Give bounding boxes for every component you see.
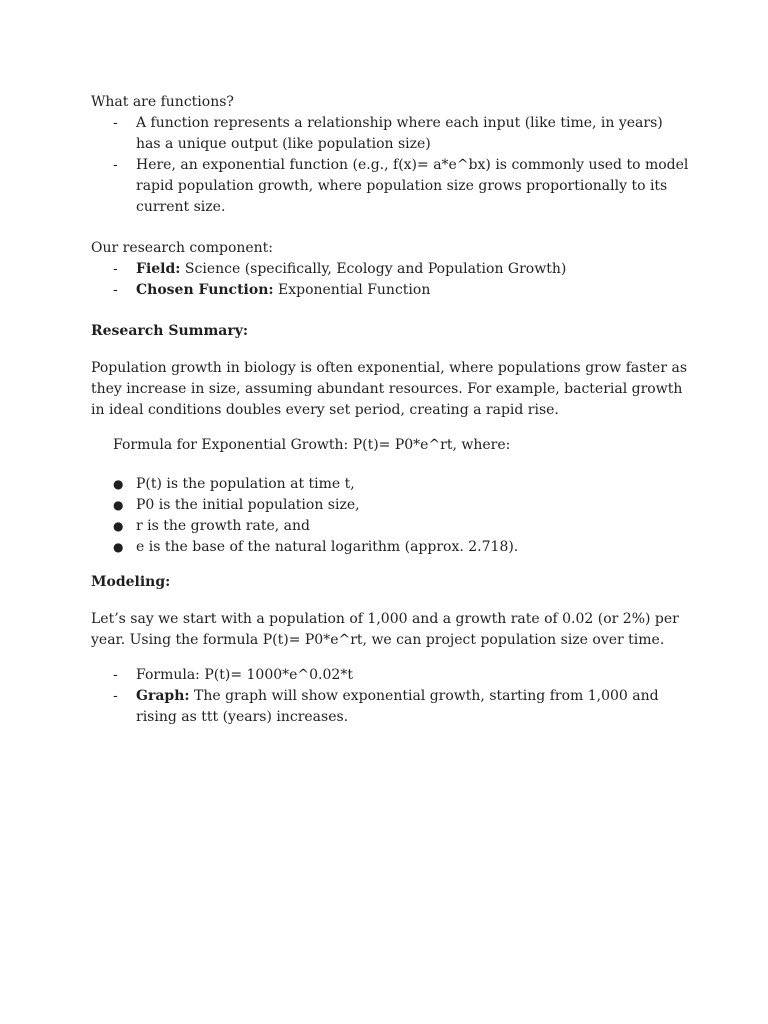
- list-item: [91, 537, 691, 558]
- bullet-marker: ●: [113, 519, 124, 533]
- formula-list: [91, 474, 691, 558]
- functions-list: [91, 113, 691, 218]
- list-item: [91, 113, 691, 155]
- function-label: Chosen Function:: [136, 282, 274, 298]
- summary-paragraph: Population growth in biology is often exponential, where populations grow faster as they increase in size, assuming abundant resources. For example, bacterial growth in ideal conditions doubles every set period, creating a rapid rise.: [91, 360, 688, 418]
- list-item: [91, 495, 691, 516]
- list-item: [91, 516, 691, 537]
- bullet-marker: ●: [113, 477, 124, 491]
- dash-marker: -: [113, 688, 118, 704]
- modeling-formula: Formula: P(t)= 1000*e^0.02*t: [136, 667, 353, 683]
- bullet-marker: ●: [113, 498, 124, 512]
- modeling-heading: [91, 572, 691, 593]
- modeling-paragraph: Let’s say we start with a population of 1,000 and a growth rate of 0.02 (or 2%) per year. Using the formula P(t)= P0*e^rt, we can project population size over time.: [91, 611, 679, 648]
- list-item-text: r is the growth rate, and: [136, 518, 310, 534]
- bullet-marker: ●: [113, 540, 124, 554]
- graph-value: The graph will show exponential growth, starting from 1,000 and rising as ttt (years) increases.: [136, 688, 659, 725]
- dash-marker: -: [113, 157, 118, 173]
- list-item-text: P(t) is the population at time t,: [136, 476, 355, 492]
- formula-intro: Formula for Exponential Growth: P(t)= P0*e^rt, where:: [113, 437, 511, 453]
- list-item: [91, 259, 691, 280]
- summary-heading-text: Research Summary:: [91, 323, 249, 339]
- modeling-list: [91, 665, 691, 728]
- document-page: [91, 92, 691, 728]
- list-item: [91, 155, 691, 218]
- list-item: [91, 665, 691, 686]
- dash-marker: -: [113, 261, 118, 277]
- dash-marker: -: [113, 282, 118, 298]
- list-item: [91, 280, 691, 301]
- list-item: [91, 686, 691, 728]
- field-label: Field:: [136, 261, 181, 277]
- list-item-text: P0 is the initial population size,: [136, 497, 360, 513]
- research-heading: Our research component:: [91, 240, 274, 256]
- list-item-text: Here, an exponential function (e.g., f(x)= a*e^bx) is commonly used to model rapid population growth, where population size grows proportionally to its current size.: [136, 157, 689, 215]
- modeling-heading-text: Modeling:: [91, 574, 171, 590]
- research-list: [91, 259, 691, 301]
- field-value: Science (specifically, Ecology and Population Growth): [180, 261, 567, 277]
- dash-marker: -: [113, 115, 118, 131]
- dash-marker: -: [113, 667, 118, 683]
- functions-heading: What are functions?: [91, 94, 234, 110]
- list-item-text: e is the base of the natural logarithm (approx. 2.718).: [136, 539, 519, 555]
- graph-label: Graph:: [136, 688, 190, 704]
- list-item-text: A function represents a relationship where each input (like time, in years) has a unique output (like population size): [136, 115, 663, 152]
- summary-heading: [91, 321, 691, 342]
- function-value: Exponential Function: [273, 282, 431, 298]
- list-item: [91, 474, 691, 495]
